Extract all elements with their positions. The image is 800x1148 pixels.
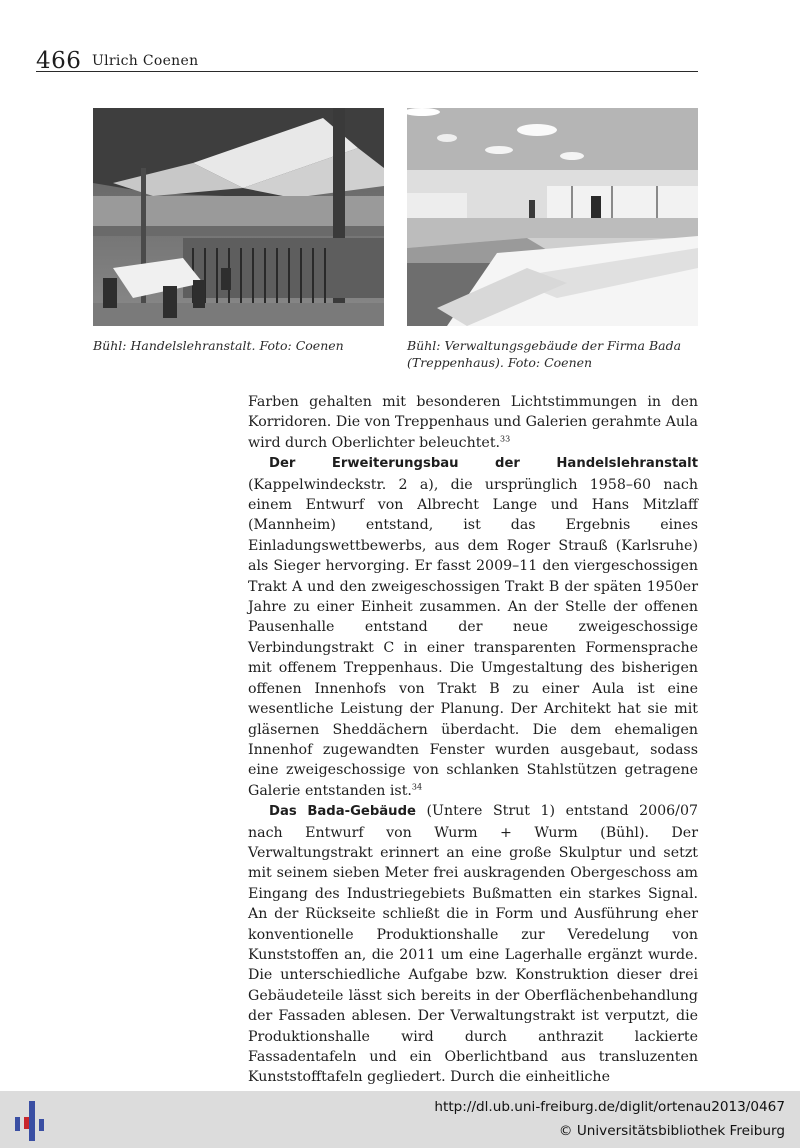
paragraph-lead: Das Bada-Gebäude bbox=[269, 804, 416, 820]
footer-bar bbox=[0, 1091, 800, 1148]
photo-handelslehranstalt bbox=[93, 108, 384, 326]
photo-bada-treppenhaus bbox=[407, 108, 698, 326]
paragraph bbox=[248, 453, 698, 801]
body-text bbox=[248, 392, 698, 1088]
paragraph bbox=[248, 392, 698, 453]
source-url-link[interactable]: http://dl.ub.uni-freiburg.de/diglit/ortenau2013/0467 bbox=[434, 1099, 785, 1115]
paragraph-lead: Der Erweiterungsbau der Handelslehranstalt bbox=[269, 456, 698, 472]
running-head: Ulrich Coenen bbox=[92, 53, 199, 69]
footnote-ref: 34 bbox=[411, 781, 423, 791]
copyright-text: © Universitätsbibliothek Freiburg bbox=[558, 1123, 785, 1139]
footnote-ref: 33 bbox=[500, 434, 511, 444]
page-number: 466 bbox=[36, 48, 82, 74]
page-header bbox=[36, 46, 698, 72]
library-logo-icon bbox=[11, 1097, 51, 1143]
paragraph-text: (Kappelwindeckstr. 2 a), die ursprünglich 1958–60 nach einem Entwurf von Albrecht Lange und Hans Mitzlaff (Mannheim) entstand, ist das Ergebnis eines Einladungswettbewerbs, aus dem Roger Strauß (Karlsruhe) als Sieger hervorging. Er fasst 2009–11 den viergeschossigen Trakt A und den zweigeschossigen Trakt B der späten 1950er Jahre zu einer Einheit zusammen. An der Stelle der offenen Pausenhalle entstand der neue zweigeschossige Verbindungstrakt C in einer transparenten Formensprache mit offenem Treppenhaus. Die Umgestaltung des bisherigen offenen Innenhofs von Trakt B zu einer Aula ist eine wesentliche Leistung der Planung. Der Architekt hat sie mit gläsernen Sheddächern überdacht. Die dem ehemaligen Innenhof zugewandten Fenster wurden ausgebaut, sodass eine zweigeschossige von schlanken Stahlstützen getragene Galerie entstanden ist. bbox=[248, 476, 698, 799]
figure-caption: Bühl: Verwaltungsgebäude der Firma Bada (Treppenhaus). Foto: Coenen bbox=[407, 338, 682, 370]
paragraph bbox=[248, 801, 698, 1088]
paragraph-text: Farben gehalten mit besonderen Lichtstimmungen in den Korridoren. Die von Treppenhaus und Galerien gerahmte Aula wird durch Oberlichter beleuchtet. bbox=[248, 394, 698, 451]
figure-caption: Bühl: Handelslehranstalt. Foto: Coenen bbox=[93, 338, 344, 353]
paragraph-text: (Untere Strut 1) entstand 2006/07 nach Entwurf von Wurm + Wurm (Bühl). Der Verwaltungstrakt erinnert an eine große Skulptur und setzt mit seinem sieben Meter frei auskragenden Obergeschoss am Eingang des Industriegebiets Bußmatten ein starkes Signal. An der Rückseite schließt die in Form und Ausführung eher konventionelle Produktionshalle zur Veredelung von Kunststoffen an, die 2011 um eine Lagerhalle ergänzt wurde. Die unterschiedliche Aufgabe bzw. Konstruktion dieser drei Gebäudeteile lässt sich bereits in der Oberflächenbehandlung der Fassaden ablesen. Der Verwaltungstrakt ist verputzt, die Produktionshalle wird durch anthrazit lackierte Fassadentafeln und ein Oberlichtband aus transluzenten Kunststofftafeln gegliedert. Durch die einheitliche bbox=[248, 803, 699, 1086]
